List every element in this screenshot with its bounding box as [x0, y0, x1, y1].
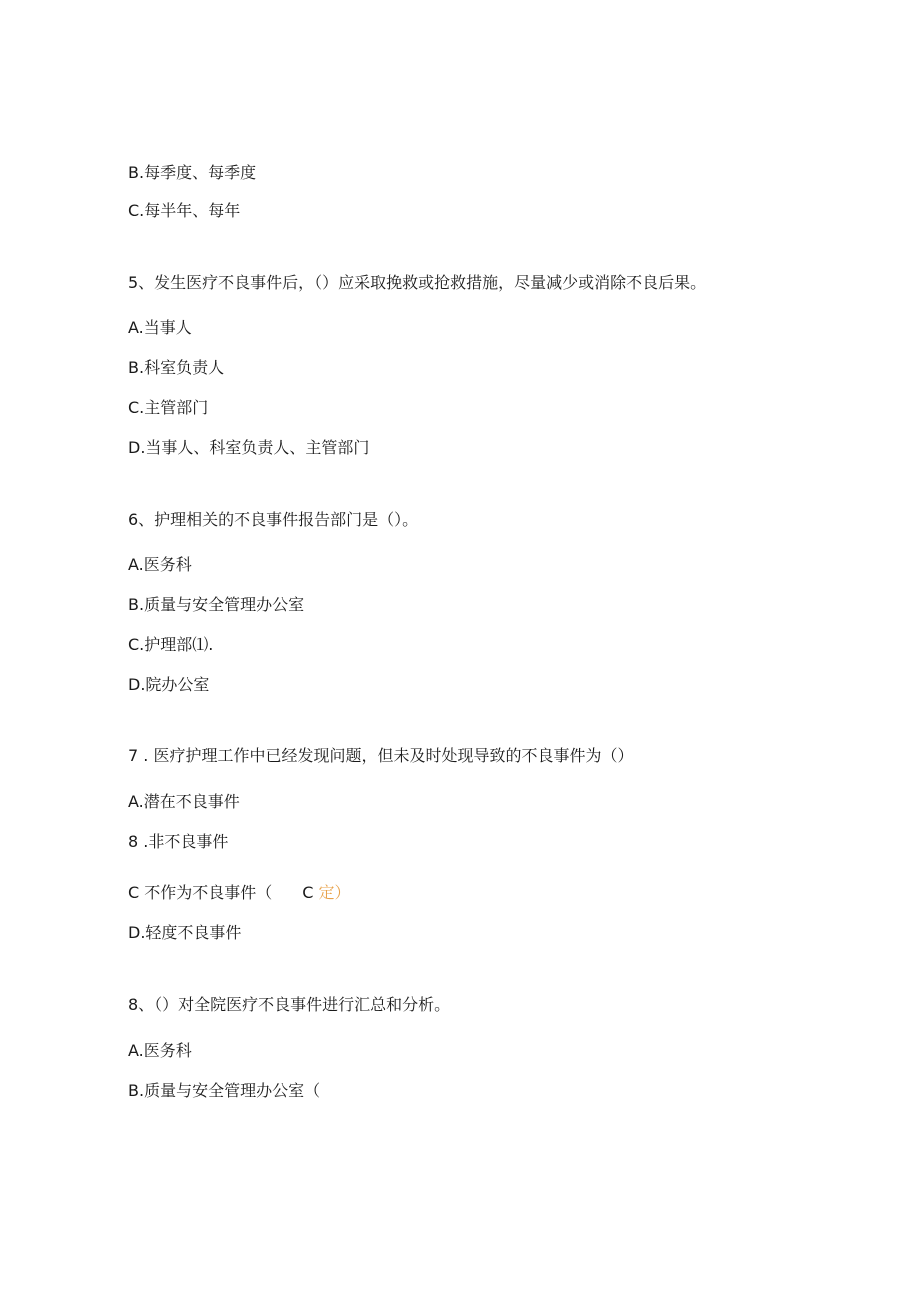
q5-option-a: A.当事人: [128, 318, 192, 337]
q6-option-d: D.院办公室: [128, 675, 210, 694]
q5-option-d: D.当事人、科室负责人、主管部门: [128, 438, 370, 457]
question-6: 6、护理相关的不良事件报告部门是（）。: [128, 510, 419, 529]
line-q4-option-b: B.每季度、每季度: [128, 163, 257, 182]
q5-option-b: B.科室负责人: [128, 358, 225, 377]
line-q4-option-c: C.每半年、每年: [128, 201, 241, 220]
q6-option-a: A.医务科: [128, 555, 192, 574]
answer-mark: 定）: [318, 883, 351, 902]
q7-option-c-row: [128, 883, 351, 903]
q7-option-b: 8 .非不良事件: [128, 832, 229, 851]
q6-option-c: C.护理部⑴.: [128, 635, 214, 654]
q8-option-a: A.医务科: [128, 1041, 192, 1060]
question-5: 5、发生医疗不良事件后，（）应采取挽救或抢救措施，尽量减少或消除不良后果。: [128, 273, 707, 292]
q7-option-d: D.轻度不良事件: [128, 923, 242, 942]
q6-option-b: B.质量与安全管理办公室: [128, 595, 305, 614]
q5-option-c: C.主管部门: [128, 398, 209, 417]
q8-option-b: B.质量与安全管理办公室（: [128, 1081, 321, 1100]
q7-option-a: A.潜在不良事件: [128, 792, 240, 811]
question-7: 7 . 医疗护理工作中已经发现问题，但未及时处现导致的不良事件为（）: [128, 746, 634, 765]
answer-letter: C: [302, 883, 314, 902]
question-8: 8、（）对全院医疗不良事件进行汇总和分析。: [128, 995, 451, 1014]
q7-option-c: C 不作为不良事件（: [128, 883, 273, 902]
